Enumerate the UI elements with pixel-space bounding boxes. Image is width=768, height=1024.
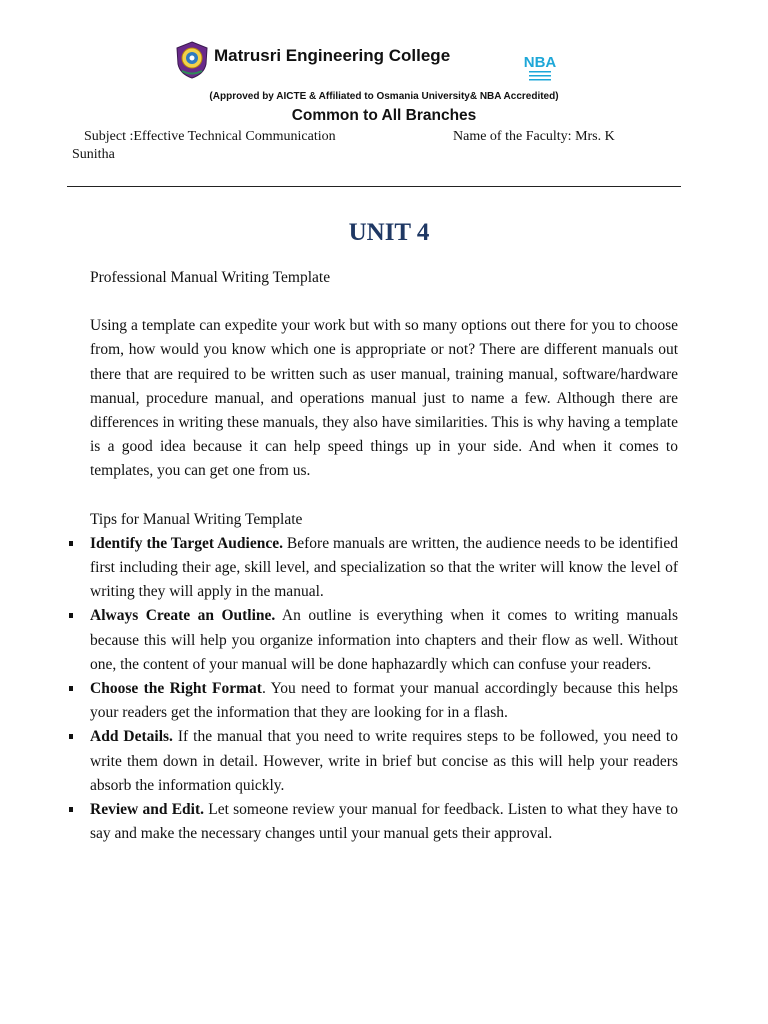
bullet-icon [69,807,73,812]
unit-title: UNIT 4 [348,219,430,246]
faculty-line: Name of the Faculty: Mrs. K [453,129,615,144]
approval-line: (Approved by AICTE & Affiliated to Osmania University& NBA Accredited) [209,91,559,102]
tip-heading: Always Create an Outline. [90,607,276,625]
tip-text: . You need to format your manual accordingly because this helps your readers get the information that they are looking for in a flash. [90,680,679,722]
document-header [0,0,768,190]
tip-heading: Choose the Right Format [90,680,262,698]
bullet-icon [69,734,73,739]
tip-text: An outline is everything when it comes to writing manuals because this will help you organize information into chapters and their flow as well. Without one, the content of your manual will be done haphazardly which can confuse your readers. [90,607,679,673]
list-item [90,604,678,677]
list-item [90,677,678,725]
intro-paragraph: Using a template can expedite your work but with so many options out there for you to choose from, how would you know which one is appropriate or not? There are different manuals out there that are required to be written such as user manual, training manual, software/hardware manual, procedure manual, and operations manual just to name a few. Although there are differences in writing these manuals, they also have similarities. This is why having a template is a good idea because it can help speed things up in your side. And when it comes to templates, you can get one from us. [90,317,678,480]
bullet-icon [69,541,73,546]
list-item [90,798,678,846]
tips-list [90,532,678,847]
college-emblem-icon [174,40,210,80]
tips-title: Tips for Manual Writing Template [90,510,303,528]
section-title: Professional Manual Writing Template [90,269,331,286]
list-item [90,532,678,605]
tip-heading: Identify the Target Audience. [90,534,283,552]
tip-text: If the manual that you need to write requires steps to be followed, you need to write them down in detail. However, write in brief but concise as this will help your readers absorb the information quickly. [90,728,678,794]
bullet-icon [69,686,73,691]
college-name: Matrusri Engineering College [214,46,451,65]
list-item [90,725,678,798]
bullet-icon [69,613,73,618]
nba-logo-text: NBA [523,54,557,71]
subject-line: Subject :Effective Technical Communication [84,129,336,144]
header-divider [67,186,681,187]
nba-logo-icon [521,50,559,84]
document-body [90,266,678,846]
faculty-line-continued: Sunitha [72,147,115,162]
branches-heading: Common to All Branches [291,107,477,124]
tip-text: Before manuals are written, the audience needs to be identified first including their age, skill level, and specialization so that the writer will know the level of writing they will apply in the manual. [90,534,678,601]
tip-heading: Review and Edit. [90,801,204,819]
tip-text: Let someone review your manual for feedback. Listen to what they have to say and make the necessary changes until your manual gets their approval. [90,801,679,843]
tip-heading: Add Details. [90,728,173,746]
